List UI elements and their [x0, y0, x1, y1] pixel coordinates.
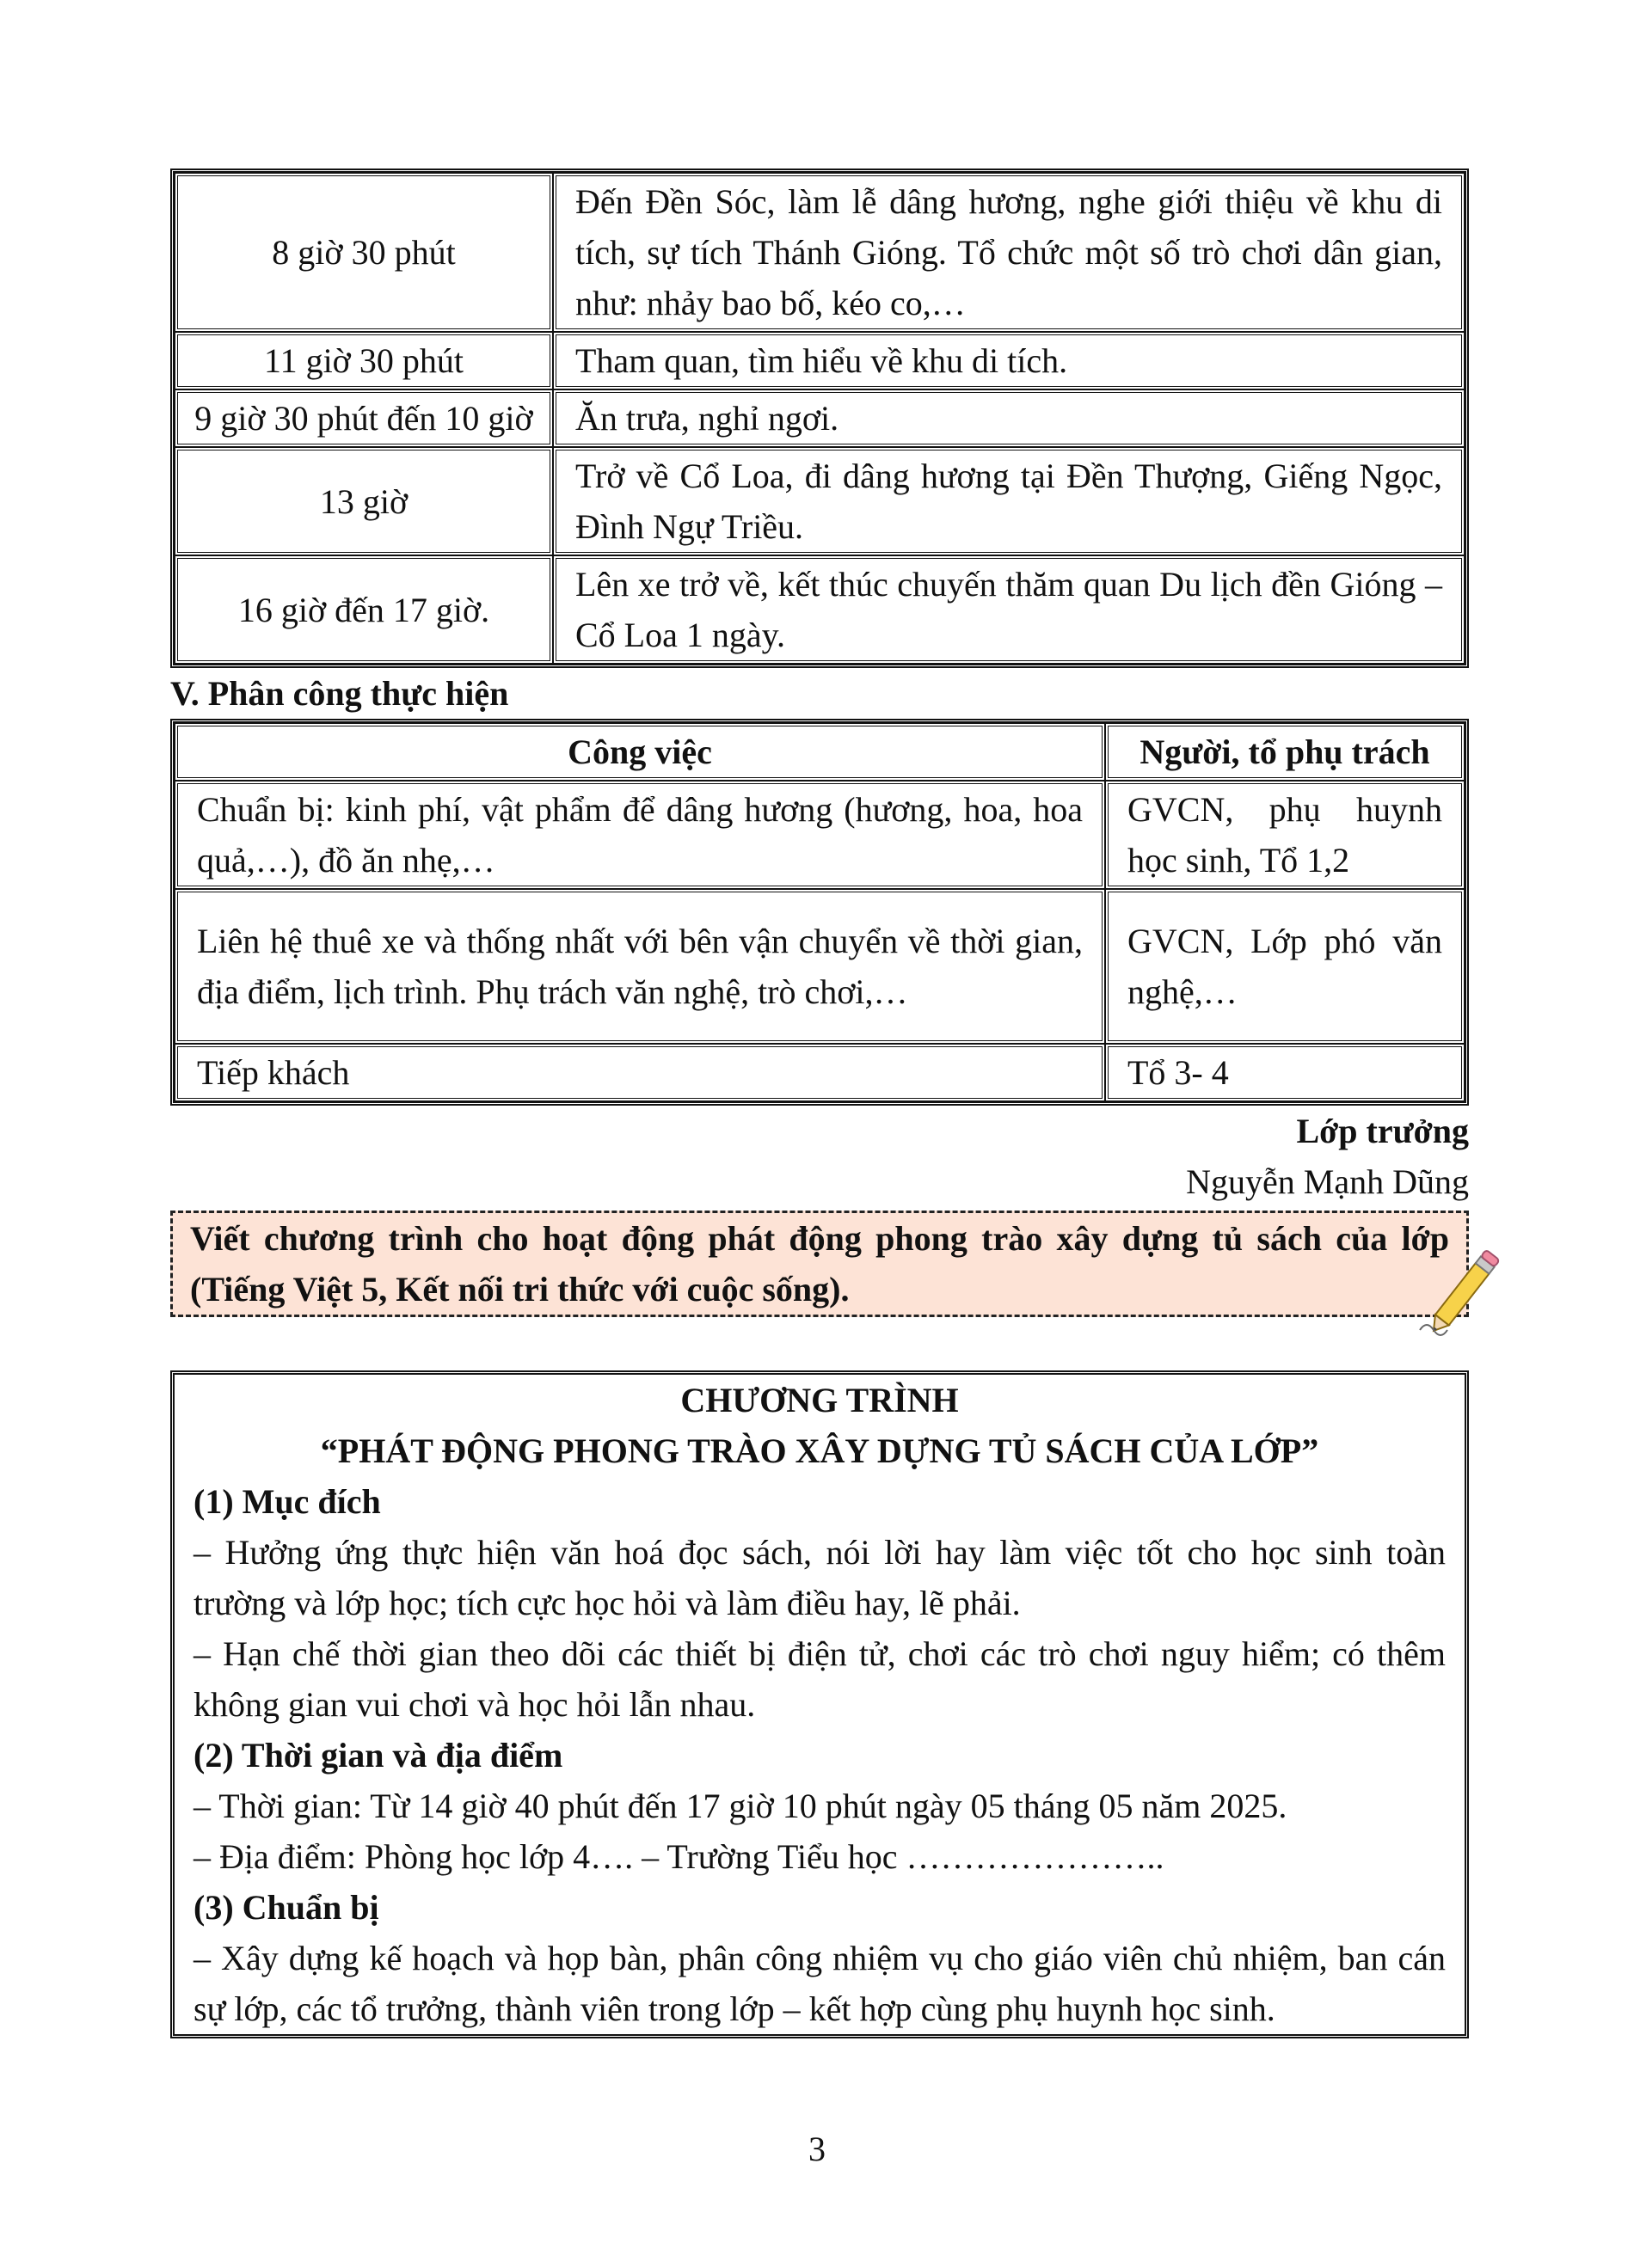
column-header-work: Công việc: [175, 723, 1105, 781]
table-row: [175, 173, 1465, 332]
program-paragraph: – Địa điểm: Phòng học lớp 4…. – Trường Tiểu học …………………..: [194, 1837, 1164, 1876]
assignment-work: Tiếp khách: [175, 1044, 1105, 1101]
schedule-activity: Đến Đền Sóc, làm lễ dâng hương, nghe giới thiệu về khu di tích, sự tích Thánh Gióng. Tổ chức một số trò chơi dân gian, như: nhảy bao bố, kéo co,…: [553, 173, 1465, 332]
table-row: [175, 555, 1465, 664]
task-text: Viết chương trình cho hoạt động phát động phong trào xây dựng tủ sách của lớp (Tiếng Việt 5, Kết nối tri thức với cuộc sống).: [190, 1219, 1449, 1309]
program-paragraph: – Thời gian: Từ 14 giờ 40 phút đến 17 giờ 10 phút ngày 05 tháng 05 năm 2025.: [194, 1787, 1287, 1825]
task-box: [170, 1211, 1469, 1317]
pencil-icon: [1411, 1247, 1514, 1342]
schedule-table: [170, 169, 1469, 668]
assignment-person: GVCN, phụ huynh học sinh, Tổ 1,2: [1105, 781, 1465, 889]
assignment-person: Tổ 3- 4: [1105, 1044, 1465, 1101]
program-section-heading: (3) Chuẩn bị: [194, 1888, 379, 1927]
program-section-heading: (2) Thời gian và địa điểm: [194, 1736, 563, 1775]
schedule-activity: Tham quan, tìm hiểu về khu di tích.: [553, 332, 1465, 389]
assignment-table: [170, 719, 1469, 1106]
assignment-work: Liên hệ thuê xe và thống nhất với bên vận chuyển về thời gian, địa điểm, lịch trình. Phụ trách văn nghệ, trò chơi,…: [175, 889, 1105, 1044]
document-page: [170, 169, 1469, 2038]
assignment-work: Chuẩn bị: kinh phí, vật phẩm để dâng hương (hương, hoa, hoa quả,…), đồ ăn nhẹ,…: [175, 781, 1105, 889]
table-row: [175, 332, 1465, 389]
table-header-row: [175, 723, 1465, 781]
program-section-heading: (1) Mục đích: [194, 1482, 381, 1521]
schedule-activity: Lên xe trở về, kết thúc chuyến thăm quan Du lịch đền Gióng – Cổ Loa 1 ngày.: [553, 555, 1465, 664]
page-number: 3: [808, 2130, 826, 2168]
schedule-time: 13 giờ: [175, 447, 553, 555]
assignment-person: GVCN, Lớp phó văn nghệ,…: [1105, 889, 1465, 1044]
program-paragraph: – Hạn chế thời gian theo dõi các thiết bị điện tử, chơi các trò chơi nguy hiểm; có thêm không gian vui chơi và học hỏi lẫn nhau.: [194, 1634, 1446, 1724]
program-subtitle: “PHÁT ĐỘNG PHONG TRÀO XÂY DỰNG TỦ SÁCH CỦA LỚP”: [320, 1431, 1319, 1470]
schedule-time: 11 giờ 30 phút: [175, 332, 553, 389]
table-row: [175, 389, 1465, 447]
program-paragraph: – Hưởng ứng thực hiện văn hoá đọc sách, nói lời hay làm việc tốt cho học sinh toàn trường và lớp học; tích cực học hỏi và làm điều hay, lẽ phải.: [194, 1533, 1446, 1622]
schedule-activity: Ăn trưa, nghỉ ngơi.: [553, 389, 1465, 447]
program-box: [170, 1370, 1469, 2038]
schedule-time: 9 giờ 30 phút đến 10 giờ: [175, 389, 553, 447]
schedule-time: 16 giờ đến 17 giờ.: [175, 555, 553, 664]
signature-name: Nguyễn Mạnh Dũng: [1186, 1162, 1469, 1201]
signature-block: [170, 1106, 1469, 1207]
table-row: [175, 889, 1465, 1044]
table-row: [175, 781, 1465, 889]
signature-role: Lớp trưởng: [1296, 1112, 1469, 1150]
schedule-activity: Trở về Cổ Loa, đi dâng hương tại Đền Thượng, Giếng Ngọc, Đình Ngự Triều.: [553, 447, 1465, 555]
section-heading: V. Phân công thực hiện: [170, 674, 509, 713]
schedule-time: 8 giờ 30 phút: [175, 173, 553, 332]
program-title: CHƯƠNG TRÌNH: [680, 1381, 959, 1419]
program-paragraph: – Xây dựng kế hoạch và họp bàn, phân công nhiệm vụ cho giáo viên chủ nhiệm, ban cán sự lớp, các tổ trưởng, thành viên trong lớp – kết hợp cùng phụ huynh học sinh.: [194, 1939, 1446, 2028]
table-row: [175, 447, 1465, 555]
table-row: [175, 1044, 1465, 1101]
column-header-person: Người, tổ phụ trách: [1105, 723, 1465, 781]
